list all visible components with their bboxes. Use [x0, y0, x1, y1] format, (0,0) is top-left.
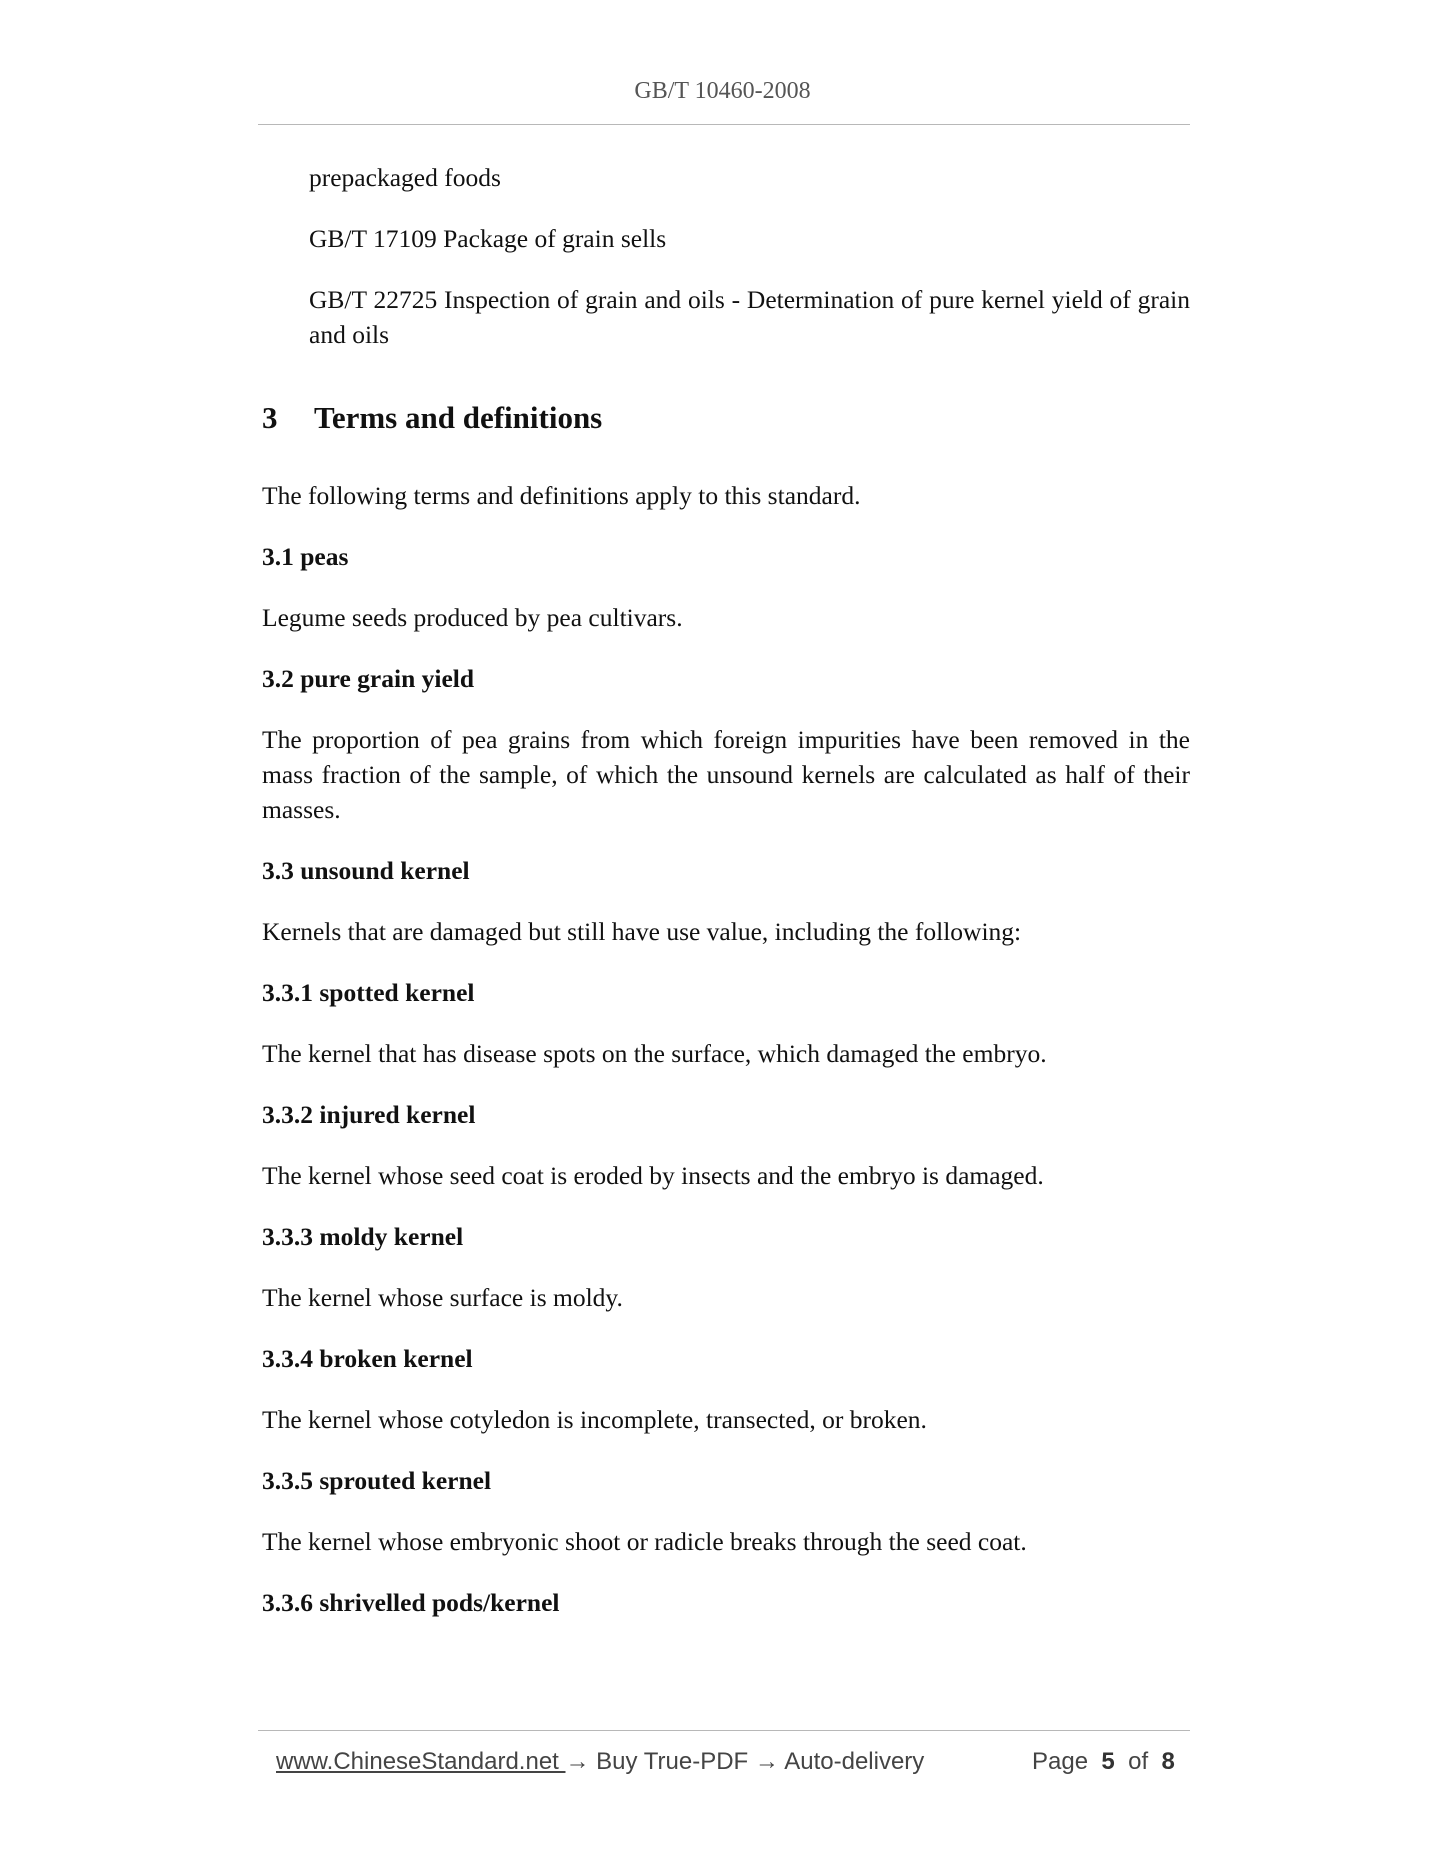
- term-definition: The kernel whose embryonic shoot or radicle breaks through the seed coat.: [262, 1527, 1027, 1556]
- term-title: 3.3.6 shrivelled pods/kernel: [262, 1588, 560, 1617]
- reference-item: prepackaged foods: [309, 163, 501, 192]
- section-heading: [262, 398, 1190, 438]
- header-divider: [258, 124, 1190, 125]
- website-link[interactable]: www.ChineseStandard.net: [276, 1748, 566, 1775]
- term-definition: The kernel whose cotyledon is incomplete, transected, or broken.: [262, 1405, 927, 1434]
- reference-item: GB/T 22725 Inspection of grain and oils - Determination of pure kernel yield of grain and oils: [309, 285, 1190, 349]
- term-title: 3.3 unsound kernel: [262, 856, 470, 885]
- term-definition: The kernel that has disease spots on the surface, which damaged the embryo.: [262, 1039, 1047, 1068]
- page-indicator: [1032, 1748, 1175, 1776]
- term-title: 3.3.1 spotted kernel: [262, 978, 475, 1007]
- term-title: 3.2 pure grain yield: [262, 664, 475, 693]
- term-title: 3.3.5 sprouted kernel: [262, 1466, 492, 1495]
- term-definition: The proportion of pea grains from which foreign impurities have been removed in the mass fraction of the sample, of which the unsound kernels are calculated as half of their masses.: [262, 725, 1190, 824]
- term-title: 3.1 peas: [262, 542, 349, 571]
- total-pages: 8: [1161, 1748, 1175, 1775]
- current-page: 5: [1101, 1748, 1115, 1775]
- reference-item: GB/T 17109 Package of grain sells: [309, 224, 667, 253]
- term-definition: Legume seeds produced by pea cultivars.: [262, 603, 683, 632]
- document-code-header: GB/T 10460-2008: [634, 78, 811, 104]
- arrow-icon: →: [754, 1748, 779, 1775]
- term-definition: The kernel whose seed coat is eroded by insects and the embryo is damaged.: [262, 1161, 1044, 1190]
- buy-pdf-text: Buy True-PDF: [596, 1748, 749, 1775]
- page-body: [262, 160, 1190, 1646]
- of-label: of: [1128, 1748, 1149, 1775]
- auto-delivery-text: Auto-delivery: [784, 1748, 925, 1775]
- section-number: 3: [262, 400, 278, 435]
- term-title: 3.3.4 broken kernel: [262, 1344, 473, 1373]
- term-title: 3.3.3 moldy kernel: [262, 1222, 464, 1251]
- footer-divider: [258, 1730, 1190, 1731]
- section-title: Terms and definitions: [314, 400, 603, 435]
- arrow-icon: →: [565, 1748, 590, 1775]
- term-title: 3.3.2 injured kernel: [262, 1100, 476, 1129]
- page-label: Page: [1032, 1748, 1089, 1775]
- footer-promo: [276, 1748, 924, 1776]
- term-definition: The kernel whose surface is moldy.: [262, 1283, 623, 1312]
- term-definition: Kernels that are damaged but still have use value, including the following:: [262, 917, 1022, 946]
- section-intro: The following terms and definitions apply to this standard.: [262, 481, 861, 510]
